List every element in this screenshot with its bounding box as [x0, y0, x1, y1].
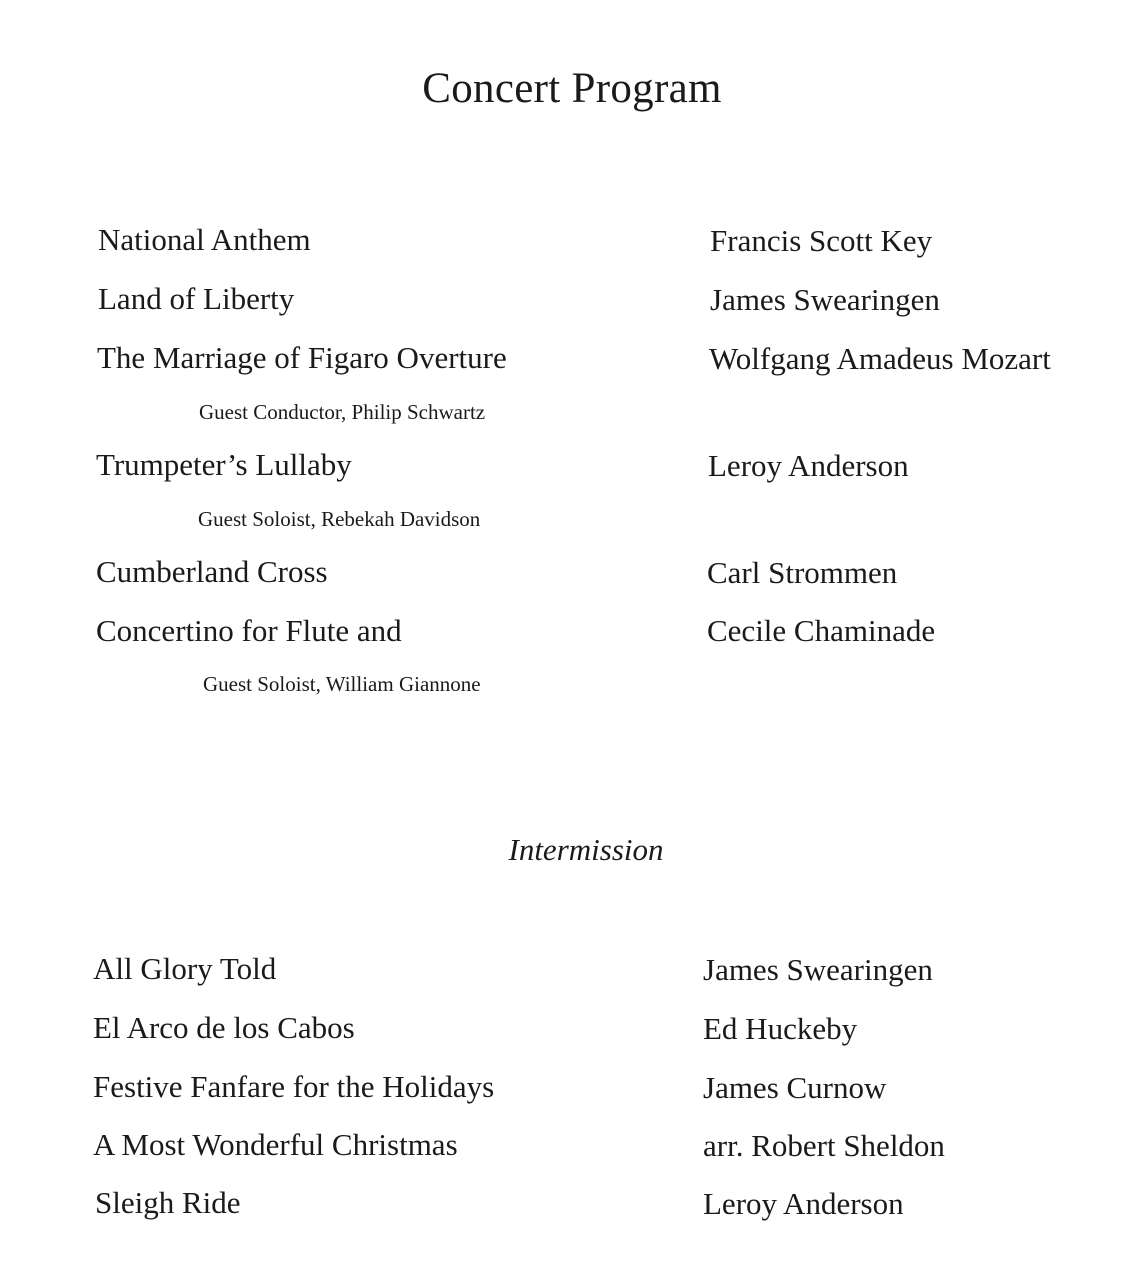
guest-note: Guest Conductor, Philip Schwartz	[199, 400, 486, 424]
composer-name: Ed Huckeby	[703, 1011, 858, 1046]
piece-title: The Marriage of Figaro Overture	[97, 340, 507, 375]
guest-note: Guest Soloist, Rebekah Davidson	[198, 507, 481, 531]
composer-name: James Swearingen	[703, 952, 933, 987]
composer-name: Leroy Anderson	[708, 448, 909, 483]
composer-name: Francis Scott Key	[710, 223, 933, 258]
composer-name: James Swearingen	[710, 282, 940, 317]
piece-title: El Arco de los Cabos	[93, 1010, 355, 1045]
piece-title: Land of Liberty	[98, 281, 295, 316]
piece-title: National Anthem	[98, 222, 311, 257]
piece-title: All Glory Told	[93, 951, 277, 986]
program-title: Concert Program	[422, 65, 722, 112]
piece-title: Trumpeter’s Lullaby	[96, 447, 352, 482]
composer-name: Carl Strommen	[707, 555, 898, 590]
composer-name: James Curnow	[703, 1070, 887, 1105]
piece-title: Sleigh Ride	[95, 1185, 241, 1220]
piece-title: Festive Fanfare for the Holidays	[93, 1069, 495, 1104]
piece-title: A Most Wonderful Christmas	[93, 1127, 458, 1162]
piece-title: Cumberland Cross	[96, 554, 328, 589]
composer-name: arr. Robert Sheldon	[703, 1128, 945, 1163]
composer-name: Leroy Anderson	[703, 1186, 904, 1221]
composer-name: Wolfgang Amadeus Mozart	[709, 341, 1051, 376]
composer-name: Cecile Chaminade	[707, 613, 936, 648]
guest-note: Guest Soloist, William Giannone	[203, 672, 481, 696]
intermission-heading: Intermission	[508, 832, 664, 867]
piece-title: Concertino for Flute and	[96, 613, 402, 648]
